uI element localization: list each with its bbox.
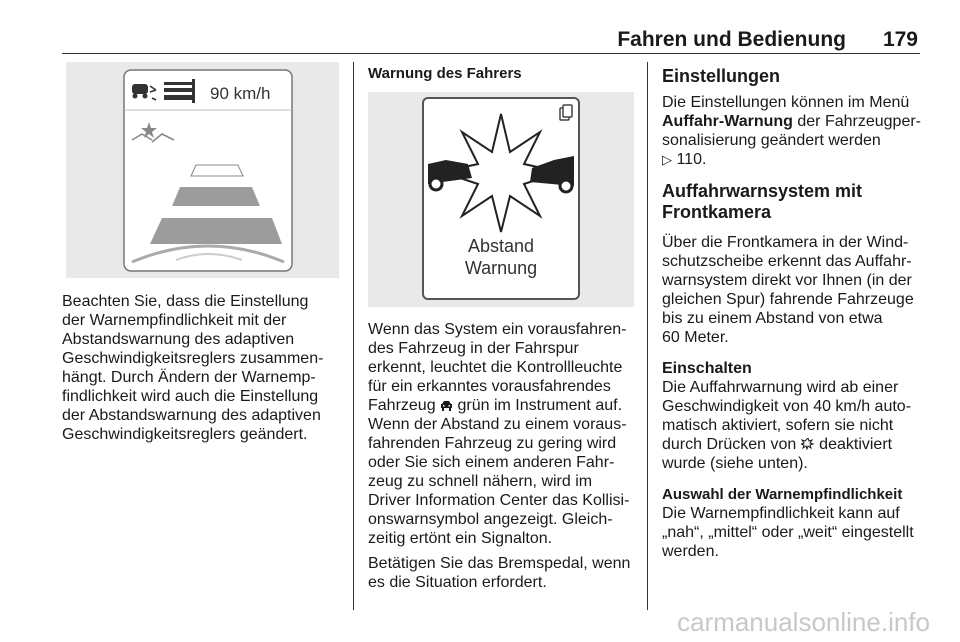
text-line xyxy=(368,396,640,415)
text-line: „nah“, „mittel“ oder „weit“ eingestellt xyxy=(662,524,914,541)
text-line: erkennt, leuchtet die Kontrollleuchte xyxy=(368,359,623,376)
driver-warning-paragraph xyxy=(368,320,640,548)
column-divider-2 xyxy=(647,62,648,610)
column-1 xyxy=(62,292,347,444)
brake-paragraph xyxy=(368,554,640,592)
text-line: für ein erkanntes vorausfahrendes xyxy=(368,378,611,395)
distance-bar-1 xyxy=(191,165,243,176)
text-line xyxy=(662,435,922,454)
text-line: Geschwindigkeitsreglers geändert. xyxy=(62,426,308,443)
text-line: warnsystem direkt vor Ihnen (in der xyxy=(662,272,912,289)
text-line: findlichkeit wird auch die Einstellung xyxy=(62,388,319,405)
collision-warning-graphic xyxy=(368,92,634,307)
text-line: zeitig ertönt ein Signalton. xyxy=(368,530,553,547)
text-run: grün im Instrument auf. xyxy=(453,397,623,414)
column-3 xyxy=(662,66,922,561)
text-line: zeug zu schnell nähern, wird im xyxy=(368,473,593,490)
text-line: fahrenden Fahrzeug zu gering wird xyxy=(368,435,617,452)
text-line xyxy=(662,112,922,131)
text-line: der Warnempfindlichkeit mit der xyxy=(62,312,287,329)
text-line: Die Einstellungen können im Menü xyxy=(662,94,910,111)
distance-bar-2 xyxy=(172,187,260,206)
text-line: Abstandswarnung des adaptiven xyxy=(62,331,295,348)
text-run: Fahrzeug xyxy=(368,397,441,414)
text-line: Geschwindigkeit von 40 km/h auto- xyxy=(662,398,912,415)
text-line: oder Sie sich einem anderen Fahr- xyxy=(368,454,615,471)
watermark: carmanualsonline.info xyxy=(677,607,930,637)
text-line: wurde (siehe unten). xyxy=(662,455,808,472)
section-heading-settings: Einstellungen xyxy=(662,66,781,86)
subheading-sensitivity: Auswahl der Warnempfindlichkeit xyxy=(662,486,903,503)
heading-line: Auffahrwarnsystem mit xyxy=(662,181,863,201)
header-rule xyxy=(62,53,920,54)
figure-label-warning: Warnung xyxy=(464,258,538,278)
menu-name: Auffahr-Warnung xyxy=(662,113,793,130)
column-2-body xyxy=(368,320,640,592)
text-line: onswarnsymbol angezeigt. Gleich- xyxy=(368,511,613,528)
text-line: Über die Frontkamera in der Wind- xyxy=(662,234,909,251)
text-line: Die Auffahrwarnung wird ab einer xyxy=(662,379,899,396)
text-line: Betätigen Sie das Bremspedal, wenn xyxy=(368,555,631,572)
text-run: der Fahrzeugper- xyxy=(792,113,921,130)
running-header-title: Fahren und Bedienung xyxy=(617,28,846,51)
text-line: Beachten Sie, dass die Einstellung xyxy=(62,293,309,310)
headway-bars-icon xyxy=(164,79,195,103)
speed-readout: 90 km/h xyxy=(210,84,271,103)
column-2 xyxy=(368,64,636,83)
text-line: matisch aktiviert, sofern sie nicht xyxy=(662,417,894,434)
heading-line: Frontkamera xyxy=(662,202,772,222)
column-divider-1 xyxy=(353,62,354,610)
collision-button-icon xyxy=(801,436,815,448)
front-camera-paragraph xyxy=(662,233,922,347)
page-reference xyxy=(662,150,922,169)
text-line: Wenn der Abstand zu einem voraus- xyxy=(368,416,627,433)
text-run: deaktiviert xyxy=(814,436,893,453)
page-number: 179 xyxy=(882,28,918,51)
section-heading-front-camera xyxy=(662,181,922,223)
instrument-display-graphic xyxy=(66,62,339,278)
text-line: Driver Information Center das Kollisi- xyxy=(368,492,630,509)
text-line: Wenn das System ein vorausfahren- xyxy=(368,321,627,338)
text-line: hängt. Durch Ändern der Warnemp- xyxy=(62,369,316,386)
text-line: Die Warnempfindlichkeit kann auf xyxy=(662,505,900,522)
text-line: Geschwindigkeitsreglers zusammen- xyxy=(62,350,324,367)
sensitivity-paragraph xyxy=(662,504,922,561)
distance-bar-3 xyxy=(150,218,282,244)
text-line: gleichen Spur) fahrende Fahrzeuge xyxy=(662,291,914,308)
text-line: 60 Meter. xyxy=(662,329,729,346)
section-heading-driver-warning: Warnung des Fahrers xyxy=(368,65,522,82)
reference-page: 110. xyxy=(676,151,707,168)
activate-paragraph xyxy=(662,378,922,473)
text-line: der Abstandswarnung des adaptiven xyxy=(62,407,321,424)
text-line: sonalisierung geändert werden xyxy=(662,132,881,149)
settings-paragraph xyxy=(662,93,922,169)
figure-collision-warning xyxy=(368,92,634,307)
text-line: es die Situation erfordert. xyxy=(368,574,547,591)
text-line: bis zu einem Abstand von etwa xyxy=(662,310,883,327)
figure-instrument-display xyxy=(66,62,339,278)
vehicle-ahead-indicator-icon xyxy=(440,397,453,408)
text-line: schutzscheibe erkennt das Auffahr- xyxy=(662,253,912,270)
figure-label-distance: Abstand xyxy=(467,236,535,256)
reference-arrow-icon: ▷ xyxy=(662,152,672,167)
subheading-activate: Einschalten xyxy=(662,360,752,377)
sensitivity-note-paragraph xyxy=(62,292,347,444)
text-run: durch Drücken von xyxy=(662,436,801,453)
text-line: werden. xyxy=(662,543,719,560)
text-line: des Fahrzeug in der Fahrspur xyxy=(368,340,579,357)
